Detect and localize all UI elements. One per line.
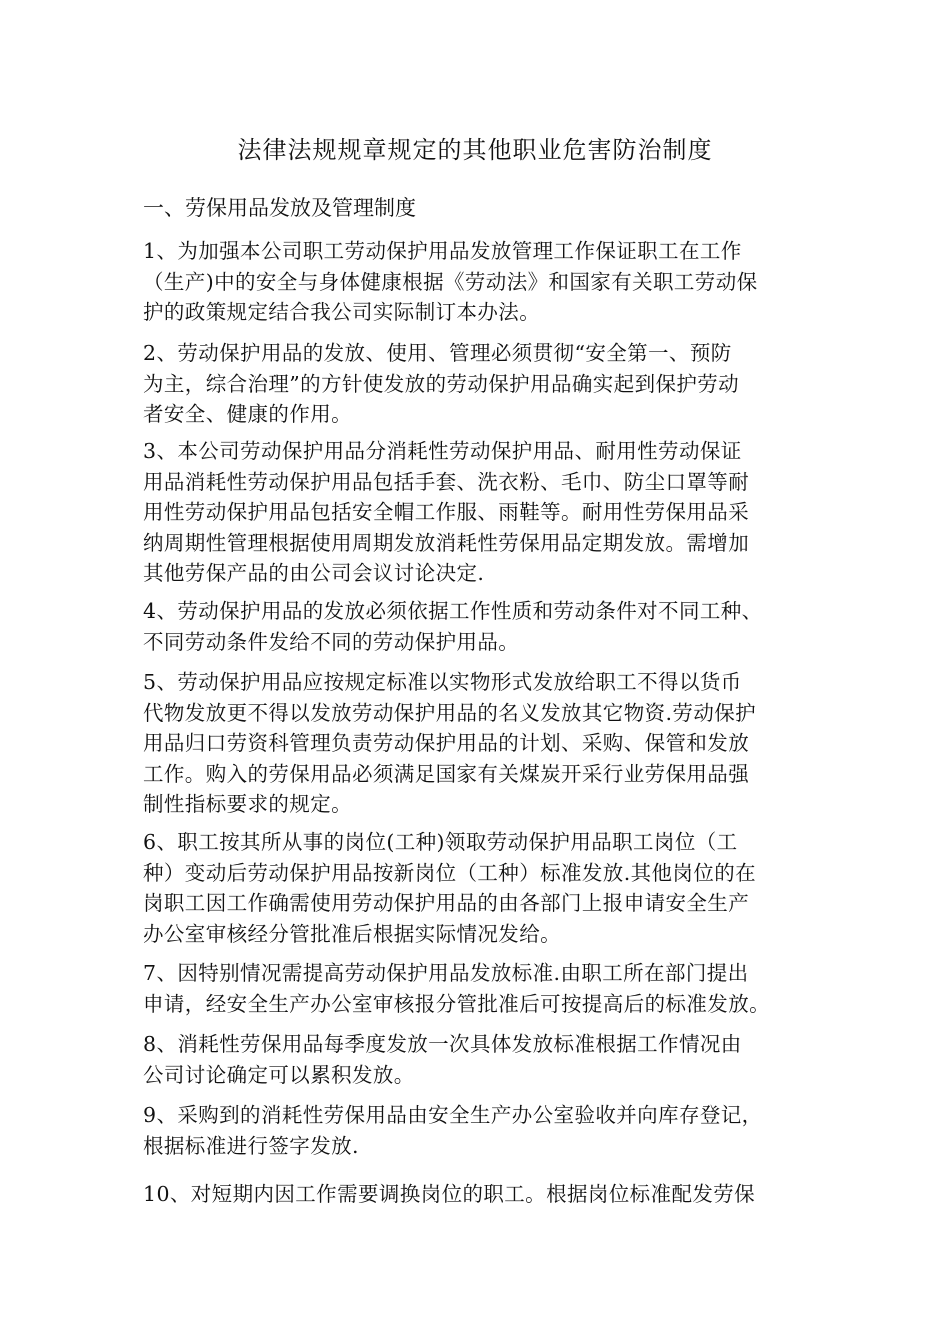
paragraph-7 bbox=[143, 958, 813, 1019]
paragraph-line: 3、本公司劳动保护用品分消耗性劳动保护用品、耐用性劳动保证 bbox=[143, 439, 742, 463]
paragraph-line: 工作。购入的劳保用品必须满足国家有关煤炭开采行业劳保用品强 bbox=[143, 761, 750, 786]
paragraph-line: 7、因特别情况需提高劳动保护用品发放标准.由职工所在部门提出 bbox=[143, 961, 749, 985]
paragraph-line: 1、为加强本公司职工劳动保护用品发放管理工作保证职工在工作 bbox=[143, 239, 742, 263]
paragraph-line: 护的政策规定结合我公司实际制订本办法。 bbox=[143, 300, 541, 324]
paragraph-line: 公司讨论确定可以累积发放。 bbox=[143, 1062, 415, 1087]
paragraph-line: 用品归口劳资科管理负责劳动保护用品的计划、采购、保管和发放 bbox=[143, 731, 750, 755]
paragraph-line: 纳周期性管理根据使用周期发放消耗性劳保用品定期发放。需增加 bbox=[143, 530, 750, 555]
paragraph-2 bbox=[143, 338, 813, 430]
paragraph-5 bbox=[143, 667, 813, 820]
paragraph-4 bbox=[143, 596, 813, 657]
document-title: 法律法规规章规定的其他职业危害防治制度 bbox=[237, 136, 713, 164]
paragraph-line: 为主，综合治理”的方针使发放的劳动保护用品确实起到保护劳动 bbox=[143, 371, 740, 396]
paragraph-line: 4、劳动保护用品的发放必须依据工作性质和劳动条件对不同工种、 bbox=[143, 599, 763, 623]
paragraph-line: （生产)中的安全与身体健康根据《劳动法》和国家有关职工劳动保 bbox=[143, 269, 758, 294]
paragraph-line: 10、对短期内因工作需要调换岗位的职工。根据岗位标准配发劳保 bbox=[143, 1182, 756, 1206]
paragraph-line: 者安全、健康的作用。 bbox=[143, 402, 352, 426]
paragraph-10 bbox=[143, 1179, 813, 1210]
paragraph-line: 办公室审核经分管批准后根据实际情况发给。 bbox=[143, 921, 561, 946]
paragraph-line: 8、消耗性劳保用品每季度发放一次具体发放标准根据工作情况由 bbox=[143, 1032, 742, 1056]
paragraph-line: 用品消耗性劳动保护用品包括手套、洗衣粉、毛巾、防尘口罩等耐 bbox=[143, 469, 750, 494]
paragraph-line: 制性指标要求的规定。 bbox=[143, 792, 352, 816]
paragraph-3 bbox=[143, 436, 813, 589]
paragraph-line: 用性劳动保护用品包括安全帽工作服、雨鞋等。耐用性劳保用品采 bbox=[143, 500, 750, 524]
paragraph-line: 2、劳动保护用品的发放、使用、管理必须贯彻“安全第一、预防 bbox=[143, 341, 732, 365]
paragraph-line: 代物发放更不得以发放劳动保护用品的名义发放其它物资.劳动保护 bbox=[143, 700, 757, 725]
paragraph-line: 根据标准进行签字发放. bbox=[143, 1133, 359, 1158]
paragraph-line: 岗职工因工作确需使用劳动保护用品的由各部门上报申请安全生产 bbox=[143, 891, 750, 915]
paragraph-line: 种）变动后劳动保护用品按新岗位（工种）标准发放.其他岗位的在 bbox=[143, 860, 757, 885]
section-heading: 一、劳保用品发放及管理制度 bbox=[143, 196, 416, 220]
paragraph-line: 不同劳动条件发给不同的劳动保护用品。 bbox=[143, 629, 520, 654]
paragraph-line: 其他劳保产品的由公司会议讨论决定. bbox=[143, 561, 485, 585]
paragraph-6 bbox=[143, 827, 813, 949]
paragraph-line: 5、劳动保护用品应按规定标准以实物形式发放给职工不得以货币 bbox=[143, 670, 742, 694]
paragraph-8 bbox=[143, 1029, 813, 1090]
paragraph-1 bbox=[143, 236, 813, 328]
paragraph-line: 9、采购到的消耗性劳保用品由安全生产办公室验收并向库存登记， bbox=[143, 1103, 763, 1127]
paragraph-line: 6、职工按其所从事的岗位(工种)领取劳动保护用品职工岗位（工 bbox=[143, 830, 738, 854]
paragraph-9 bbox=[143, 1100, 813, 1161]
paragraph-line: 申请，经安全生产办公室审核报分管批准后可按提高后的标准发放。 bbox=[143, 991, 770, 1016]
